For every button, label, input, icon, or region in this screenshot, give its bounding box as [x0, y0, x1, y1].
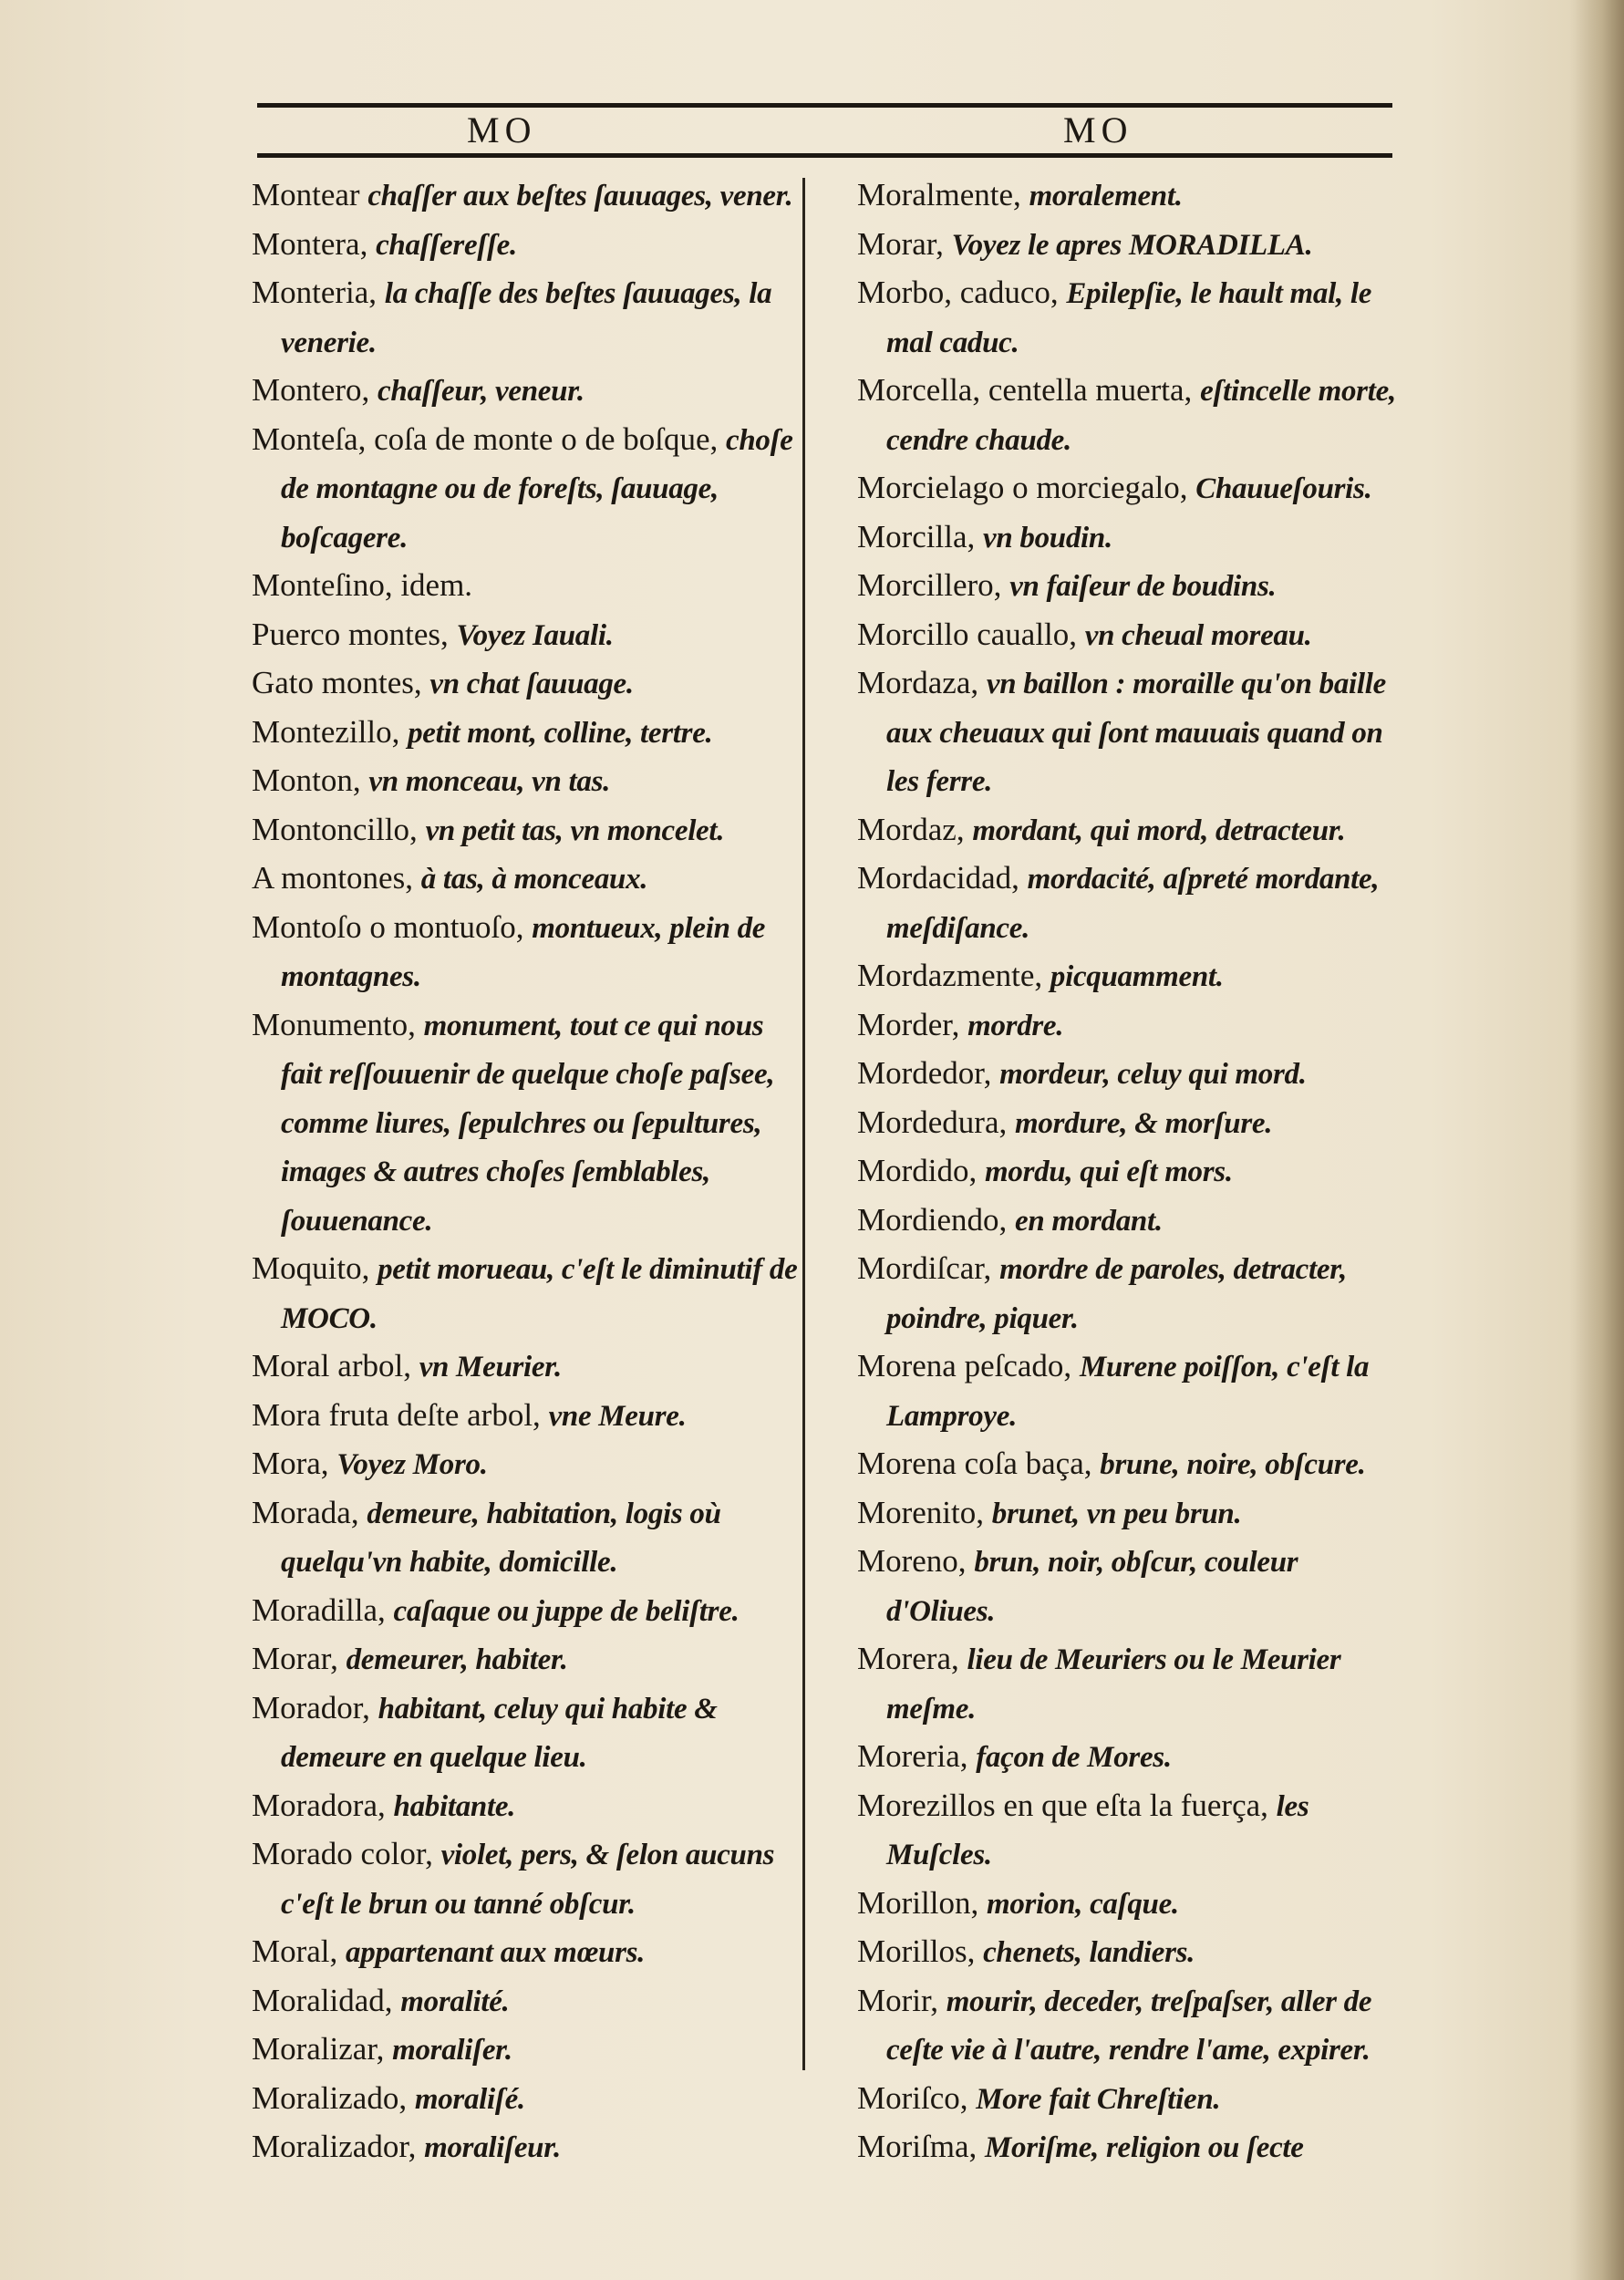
entry-translation: à tas, à monceaux. — [420, 863, 648, 896]
entry-headword: Morena coſa baça, — [857, 1446, 1092, 1481]
entry-translation: Chauueſouris. — [1195, 472, 1372, 505]
entry-translation: vn monceau, vn tas. — [368, 765, 611, 798]
entry-headword: Morillon, — [857, 1884, 979, 1921]
dictionary-entry — [857, 2075, 1402, 2124]
entry-headword: Morador, — [252, 1689, 370, 1726]
entry-translation: moralement. — [1029, 180, 1183, 212]
dictionary-entry — [252, 1489, 799, 1587]
entry-headword: Moralizado, — [252, 2079, 408, 2116]
dictionary-entry — [252, 1830, 799, 1928]
dictionary-entry — [857, 513, 1402, 563]
entry-headword: Morbo, caduco, — [857, 275, 1059, 310]
entry-headword: Monton, — [252, 762, 361, 798]
dictionary-entry — [252, 1977, 799, 2026]
entry-translation: façon de Mores. — [976, 1741, 1172, 1774]
entry-headword: Mordiſcar, — [857, 1250, 992, 1286]
entry-translation: monument, tout ce qui nous fait reſſouuenir de quelque choſe paſsee, comme liures, ſepulchres ou ſepultures, images & autres choſes ſemblables, ſouuenance. — [281, 1009, 775, 1238]
entry-headword: Moral, — [252, 1933, 338, 1969]
dictionary-entry — [252, 1635, 799, 1684]
entry-translation: vn petit tas, vn moncelet. — [425, 814, 725, 847]
entry-headword: Montezillo, — [252, 713, 400, 750]
dictionary-entry — [857, 1880, 1402, 1929]
entry-headword: Mordacidad, — [857, 860, 1019, 896]
dictionary-entry — [252, 2026, 799, 2075]
dictionary-entry — [252, 562, 799, 611]
dictionary-entry — [857, 1245, 1402, 1342]
dictionary-entry — [252, 416, 799, 563]
entry-translation: vn cheual moreau. — [1084, 618, 1312, 652]
entry-headword: Morada, — [252, 1494, 359, 1530]
entry-headword: Morcielago o morciegalo, — [857, 470, 1188, 505]
entry-translation: demeurer, habiter. — [346, 1643, 568, 1676]
entry-headword: Montero, — [252, 372, 370, 408]
entry-headword: Morenito, — [857, 1494, 985, 1530]
entry-translation: demeure, habitation, logis où quelqu'vn habite, domicille. — [281, 1497, 721, 1579]
entry-headword: Morar, — [252, 1641, 338, 1676]
dictionary-entry — [252, 1440, 799, 1489]
dictionary-entry — [857, 367, 1402, 464]
entry-translation: Epilepſie, le hault mal, le mal caduc. — [886, 277, 1372, 359]
entry-translation: mordure, & morſure. — [1015, 1106, 1273, 1140]
entry-headword: Monteria, — [252, 275, 378, 310]
entry-headword: Moradora, — [252, 1787, 386, 1823]
dictionary-entry — [252, 611, 799, 660]
dictionary-entry — [252, 367, 799, 416]
dictionary-entry — [857, 2123, 1402, 2172]
entry-headword: Gato montes, — [252, 665, 422, 700]
entry-headword: Mordazmente, — [857, 958, 1043, 993]
entry-headword: Mora, — [252, 1446, 329, 1481]
dictionary-entry — [252, 1245, 799, 1342]
dictionary-entry — [252, 1001, 799, 1246]
entry-headword: Mordiendo, — [857, 1201, 1008, 1238]
dictionary-entry — [857, 562, 1402, 611]
dictionary-entry — [857, 1342, 1402, 1440]
dictionary-entry — [857, 1782, 1402, 1880]
entry-translation: lieu de Meuriers ou le Meurier meſme. — [886, 1643, 1341, 1726]
right-column — [857, 171, 1402, 2172]
entry-headword: Moral arbol, — [252, 1348, 411, 1384]
entry-translation: chaſſeur, veneur. — [378, 375, 584, 408]
dictionary-entry — [252, 2123, 799, 2172]
entry-translation: moraliſer. — [392, 2034, 512, 2067]
dictionary-entry — [857, 464, 1402, 513]
dictionary-entry — [252, 2075, 799, 2124]
dictionary-entry — [857, 952, 1402, 1001]
dictionary-entry — [857, 1197, 1402, 1246]
dictionary-entry — [857, 659, 1402, 806]
dictionary-entry — [857, 855, 1402, 952]
entry-translation: vn baillon : moraille qu'on baille aux cheuaux qui ſont mauuais quand on les ferre. — [886, 668, 1386, 798]
entry-translation: choſe de montagne ou de foreſts, ſauuage, boſcagere. — [281, 423, 793, 554]
entry-translation: moraliſeur. — [424, 2131, 561, 2164]
entry-headword: Morir, — [857, 1982, 939, 2018]
entry-headword: Moradilla, — [252, 1591, 386, 1628]
running-head-left: MO — [467, 109, 537, 150]
entry-headword: Morado color, — [252, 1836, 433, 1871]
entry-headword: Mordedor, — [857, 1055, 992, 1091]
entry-headword: Puerco montes, — [252, 616, 449, 652]
entry-translation: mordre de paroles, detracter, poindre, piquer. — [886, 1253, 1347, 1335]
dictionary-entry — [252, 855, 799, 904]
entry-translation: mourir, deceder, treſpaſser, aller de ceſte vie à l'autre, rendre l'ame, expirer. — [886, 1985, 1372, 2067]
entry-headword: Morcillero, — [857, 567, 1002, 603]
entry-headword: Morillos, — [857, 1933, 976, 1969]
entry-translation: mordu, qui eſt mors. — [985, 1156, 1233, 1188]
entry-translation: chaſſereſſe. — [376, 228, 517, 262]
entry-headword: Montera, — [252, 225, 368, 262]
entry-translation: chaſſer aux beſtes ſauuages, vener. — [367, 180, 793, 212]
dictionary-entry — [252, 1684, 799, 1782]
entry-headword: Mordaz, — [857, 811, 965, 847]
entry-translation: More fait Chreſtien. — [976, 2082, 1221, 2116]
dictionary-entry — [857, 221, 1402, 270]
dictionary-entry — [252, 1342, 799, 1392]
header-rule-top — [257, 103, 1392, 108]
entry-translation: les Muſcles. — [886, 1789, 1309, 1871]
entry-headword: A montones, — [252, 860, 413, 896]
header-rule-bottom — [257, 153, 1392, 158]
entry-headword: Mordaza, — [857, 665, 979, 700]
entry-translation: la chaſſe des beſtes ſauuages, la venerie. — [281, 277, 772, 359]
entry-headword: Morena peſcado, — [857, 1348, 1072, 1384]
dictionary-entry — [857, 806, 1402, 855]
entry-translation: brunet, vn peu brun. — [991, 1497, 1242, 1530]
entry-translation: Voyez Iauali. — [456, 618, 614, 652]
entry-translation: morion, caſque. — [986, 1887, 1179, 1921]
dictionary-entry — [857, 1147, 1402, 1197]
entry-translation: Murene poiſſon, c'eſt la Lamproye. — [886, 1351, 1370, 1433]
entry-headword: Morcella, centella muerta, — [857, 372, 1193, 408]
dictionary-entry — [857, 1635, 1402, 1733]
entry-headword: Moriſco, — [857, 2079, 968, 2116]
entry-translation: appartenant aux mœurs. — [346, 1936, 646, 1969]
entry-translation: petit morueau, c'eſt le diminutif de MOCO. — [281, 1253, 798, 1335]
entry-translation: picquamment. — [1050, 960, 1224, 993]
entry-translation: moraliſé. — [414, 2082, 525, 2116]
entry-translation: vn faiſeur de boudins. — [1009, 570, 1277, 603]
entry-translation: Voyez le apres MORADILLA. — [951, 228, 1313, 262]
entry-headword: Morcilla, — [857, 518, 976, 554]
entry-headword: Montoncillo, — [252, 811, 418, 847]
entry-headword: Moralmente, — [857, 177, 1021, 212]
entry-translation: habitante. — [393, 1789, 516, 1823]
entry-translation: mordre. — [967, 1009, 1064, 1042]
entry-translation: montueux, plein de montagnes. — [281, 911, 766, 993]
entry-translation: Voyez Moro. — [336, 1448, 488, 1481]
entry-translation: eſtincelle morte, cendre chaude. — [886, 375, 1396, 457]
dictionary-entry — [857, 1001, 1402, 1051]
dictionary-entry — [252, 659, 799, 709]
dictionary-entry — [252, 1392, 799, 1441]
entry-headword: Montear — [252, 177, 360, 212]
dictionary-entry — [857, 171, 1402, 221]
entry-translation: vn chat ſauuage. — [429, 668, 634, 700]
entry-translation: vne Meure. — [548, 1399, 687, 1433]
entry-translation: petit mont, colline, tertre. — [408, 716, 713, 750]
entry-headword: Moralizador, — [252, 2129, 417, 2164]
entry-translation: vn Meurier. — [419, 1351, 562, 1384]
entry-translation: brun, noir, obſcur, couleur d'Oliues. — [886, 1546, 1298, 1628]
entry-headword: Morcillo cauallo, — [857, 616, 1078, 652]
dictionary-entry — [252, 1782, 799, 1831]
entry-headword: Moquito, — [252, 1250, 370, 1286]
entry-headword: Mordedura, — [857, 1104, 1008, 1140]
entry-translation: Moriſme, religion ou ſecte — [984, 2131, 1304, 2164]
entry-headword: Monteſino, idem. — [252, 567, 473, 603]
entry-translation: habitant, celuy qui habite & demeure en quelque lieu. — [281, 1692, 718, 1774]
left-column — [252, 171, 799, 2172]
running-head-right: MO — [1063, 109, 1133, 150]
entry-headword: Mordido, — [857, 1153, 978, 1188]
entry-headword: Montoſo o montuoſo, — [252, 908, 524, 945]
entry-headword: Morar, — [857, 225, 944, 262]
entry-translation: caſaque ou juppe de beliſtre. — [393, 1594, 740, 1628]
dictionary-entry — [857, 1733, 1402, 1782]
dictionary-entry — [857, 611, 1402, 660]
entry-headword: Morder, — [857, 1006, 960, 1042]
dictionary-entry — [857, 1050, 1402, 1099]
entry-headword: Morezillos en que eſta la fuerça, — [857, 1787, 1268, 1823]
entry-headword: Monteſa, coſa de monte o de boſque, — [252, 420, 719, 457]
entry-translation: mordacité, aſpreté mordante, meſdiſance. — [886, 863, 1380, 945]
dictionary-entry — [857, 1928, 1402, 1977]
dictionary-entry — [252, 269, 799, 367]
dictionary-entry — [252, 221, 799, 270]
dictionary-entry — [857, 1977, 1402, 2075]
dictionary-entry — [252, 904, 799, 1001]
page-edge-shadow — [1569, 0, 1624, 2280]
column-divider — [802, 178, 805, 2070]
dictionary-entry — [252, 171, 799, 221]
dictionary-entry — [252, 709, 799, 758]
entry-headword: Moreno, — [857, 1543, 967, 1579]
dictionary-entry — [857, 1538, 1402, 1635]
entry-translation: mordeur, celuy qui mord. — [999, 1058, 1307, 1091]
entry-translation: violet, pers, & ſelon aucuns c'eſt le brun ou tanné obſcur. — [281, 1839, 775, 1921]
entry-headword: Moralizar, — [252, 2031, 385, 2067]
dictionary-entry — [857, 269, 1402, 367]
dictionary-entry — [857, 1489, 1402, 1539]
dictionary-entry — [857, 1099, 1402, 1148]
entry-headword: Moreria, — [857, 1738, 968, 1774]
entry-headword: Mora fruta deſte arbol, — [252, 1396, 541, 1433]
entry-translation: brune, noire, obſcure. — [1100, 1448, 1366, 1481]
dictionary-entry — [857, 1440, 1402, 1489]
dictionary-entry — [252, 1587, 799, 1636]
dictionary-entry — [252, 806, 799, 855]
entry-headword: Morera, — [857, 1641, 959, 1676]
entry-translation: mordant, qui mord, detracteur. — [972, 814, 1346, 847]
entry-translation: vn boudin. — [983, 521, 1112, 554]
entry-headword: Moralidad, — [252, 1982, 393, 2018]
dictionary-entry — [252, 1928, 799, 1977]
entry-headword: Monumento, — [252, 1006, 416, 1042]
entry-headword: Moriſma, — [857, 2129, 978, 2164]
entry-translation: chenets, landiers. — [983, 1936, 1195, 1969]
dictionary-entry — [252, 757, 799, 806]
entry-translation: en mordant. — [1015, 1204, 1163, 1238]
entry-translation: moralité. — [400, 1985, 510, 2018]
